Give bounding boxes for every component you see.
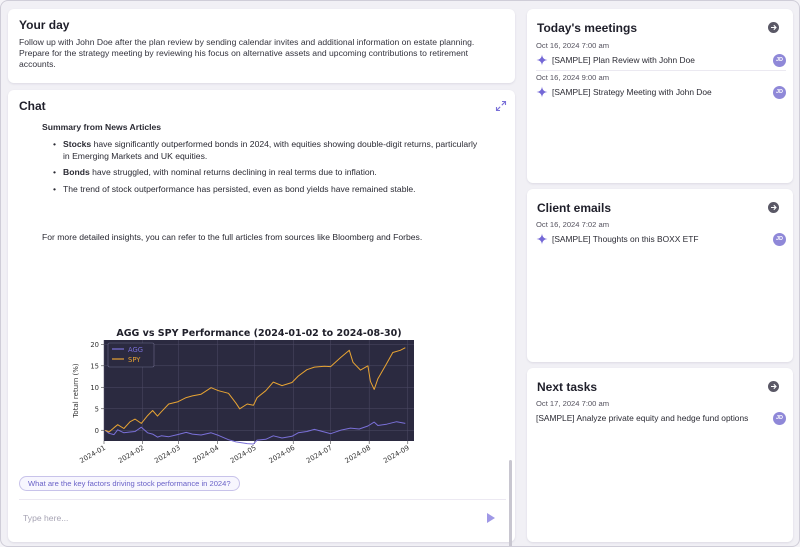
sparkle-icon xyxy=(536,54,548,66)
meeting-item[interactable] xyxy=(536,41,786,66)
task-item[interactable] xyxy=(536,399,786,424)
sparkle-icon xyxy=(536,233,548,245)
expand-icon[interactable] xyxy=(495,100,507,112)
y-tick-label: 15 xyxy=(90,362,99,371)
bullet-dot: • xyxy=(53,139,57,149)
meetings-title: Today's meetings xyxy=(537,21,637,35)
your-day-card xyxy=(8,9,515,83)
x-tick-label: 2024-01 xyxy=(78,443,107,465)
x-tick-label: 2024-07 xyxy=(304,443,334,465)
email-item[interactable] xyxy=(536,220,786,245)
sparkle-icon xyxy=(536,86,548,98)
chat-scrollbar[interactable] xyxy=(509,460,512,547)
x-tick-label: 2024-05 xyxy=(229,443,258,465)
emails-card xyxy=(527,189,793,362)
send-icon[interactable] xyxy=(486,512,496,524)
x-tick-label: 2024-09 xyxy=(382,443,411,465)
bullet-text: have struggled, with nominal returns declining in real terms due to inflation. xyxy=(89,167,377,177)
legend-label: AGG xyxy=(128,346,144,354)
y-tick-label: 10 xyxy=(90,383,99,392)
bullet-stocks xyxy=(42,139,482,162)
email-title: [SAMPLE] Thoughts on this BOXX ETF xyxy=(552,234,699,244)
summary-bullets xyxy=(42,139,482,200)
x-tick-label: 2024-06 xyxy=(267,443,297,465)
avatar: JD xyxy=(773,233,786,246)
meeting-date: Oct 16, 2024 9:00 am xyxy=(536,73,610,82)
task-date: Oct 17, 2024 7:00 am xyxy=(536,399,610,408)
more-insights-text: For more detailed insights, you can refer to the full articles from sources like Bloomberg and Forbes. xyxy=(42,232,423,242)
x-tick-label: 2024-04 xyxy=(191,443,221,465)
legend-label: SPY xyxy=(128,356,141,364)
your-day-title: Your day xyxy=(19,18,70,32)
tasks-card xyxy=(527,368,793,542)
meeting-date: Oct 16, 2024 7:00 am xyxy=(536,41,610,50)
x-tick-label: 2024-02 xyxy=(116,443,146,465)
chat-input[interactable] xyxy=(19,508,479,528)
y-tick-label: 5 xyxy=(94,405,99,414)
x-tick-label: 2024-03 xyxy=(153,443,182,465)
arrow-right-circle-icon[interactable] xyxy=(768,202,779,213)
arrow-right-circle-icon[interactable] xyxy=(768,381,779,392)
suggestion-chip[interactable]: What are the key factors driving stock performance in 2024? xyxy=(19,476,240,491)
chat-title: Chat xyxy=(19,99,46,113)
performance-chart xyxy=(64,326,424,471)
bullet-trend xyxy=(42,184,482,196)
avatar: JD xyxy=(773,412,786,425)
meeting-title: [SAMPLE] Plan Review with John Doe xyxy=(552,55,695,65)
bullet-bonds xyxy=(42,167,482,179)
meetings-card xyxy=(527,9,793,183)
avatar: JD xyxy=(773,54,786,67)
bullet-bold: Bonds xyxy=(63,167,90,177)
email-date: Oct 16, 2024 7:02 am xyxy=(536,220,610,229)
meeting-title: [SAMPLE] Strategy Meeting with John Doe xyxy=(552,87,712,97)
bullet-dot: • xyxy=(53,183,57,194)
bullet-text: have significantly outperformed bonds in 2024, with equities showing double-digit returns, particularly in Emerging Markets and UK equities. xyxy=(63,139,478,161)
task-title: [SAMPLE] Analyze private equity and hedge fund options xyxy=(536,413,749,423)
y-tick-label: 0 xyxy=(94,426,99,435)
bullet-bold: Stocks xyxy=(63,139,92,149)
meeting-item[interactable] xyxy=(536,73,786,98)
divider xyxy=(536,70,786,71)
your-day-body: Follow up with John Doe after the plan review by sending calendar invites and additional information on estate planning. Prepare for the strategy meeting by reviewing his focus on alternative assets and upcoming contributions to retirement accounts. xyxy=(19,37,475,69)
arrow-right-circle-icon[interactable] xyxy=(768,22,779,33)
emails-title: Client emails xyxy=(537,201,612,215)
bullet-text: The trend of stock outperformance has persisted, even as bond yields have remained stable. xyxy=(63,183,416,194)
chat-input-bar xyxy=(19,499,506,533)
bullet-dot: • xyxy=(53,167,57,177)
x-tick-label: 2024-08 xyxy=(343,443,373,465)
chat-card xyxy=(8,90,515,542)
tasks-title: Next tasks xyxy=(537,380,598,394)
summary-title: Summary from News Articles xyxy=(42,122,162,132)
avatar: JD xyxy=(773,86,786,99)
y-axis-label: Total return (%) xyxy=(72,363,80,418)
chart-title: AGG vs SPY Performance (2024-01-02 to 2024-08-30) xyxy=(116,328,402,339)
y-tick-label: 20 xyxy=(90,340,99,349)
